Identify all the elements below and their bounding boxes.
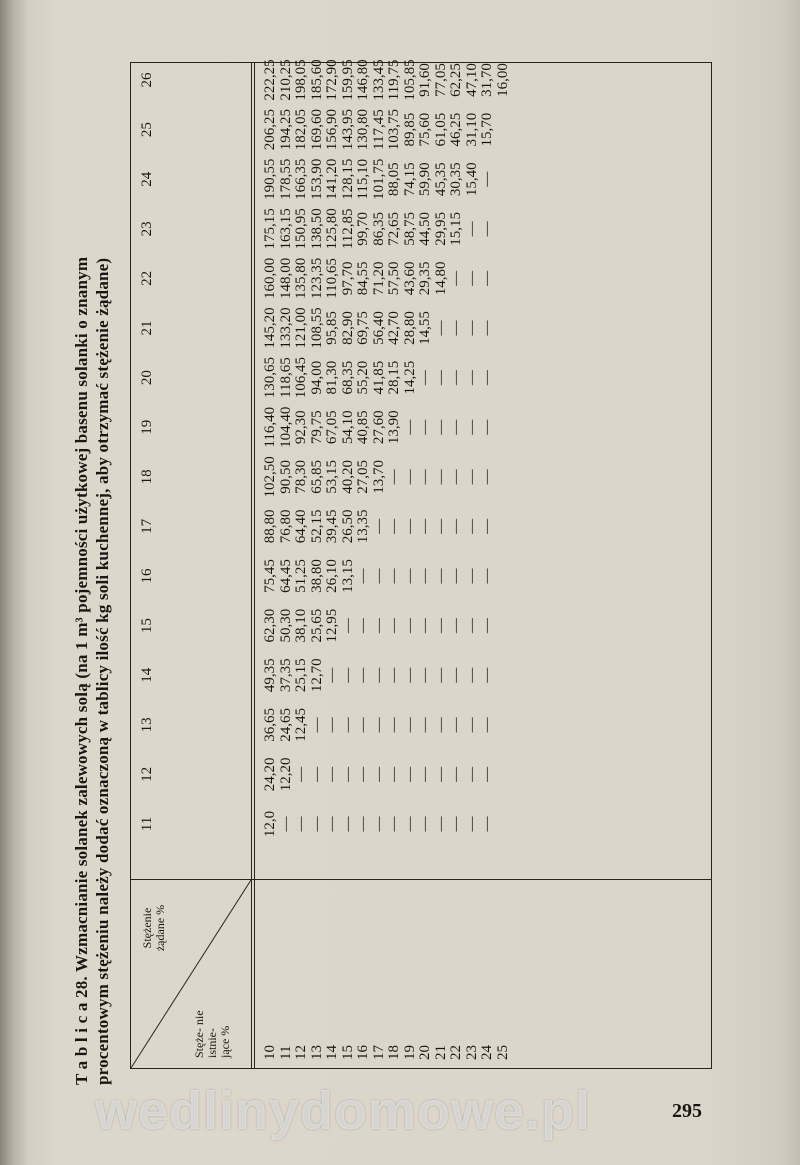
table-cell: 12,95 — [324, 608, 340, 643]
table-cell: 25,15 — [293, 658, 309, 693]
table-cell: — — [479, 370, 495, 386]
table-cell: 156,90 — [324, 108, 340, 151]
table-cell: 26,10 — [324, 559, 340, 593]
table-cell: 44,50 — [417, 211, 433, 246]
table-cell: 146,80 — [355, 59, 371, 101]
table-cell: 133,45 — [370, 59, 387, 101]
table-cell: — — [417, 816, 433, 832]
table-cell: 39,45 — [324, 509, 340, 544]
table-cell: 75,45 — [262, 559, 278, 593]
table-cell: — — [417, 717, 433, 733]
table-cell: — — [339, 667, 356, 683]
table-cell: — — [339, 766, 356, 782]
table-cell: 118,65 — [277, 357, 294, 398]
table-cell: 145,20 — [262, 307, 278, 349]
corner-label-existing: Stęże- nie istnie- jące % — [192, 1010, 232, 1058]
column-header: 12 — [139, 766, 155, 782]
row-header: 22 — [448, 1045, 464, 1060]
table-cell: 119,75 — [386, 59, 402, 101]
table-cell: 31,70 — [479, 63, 495, 97]
table-cell: — — [463, 667, 480, 683]
column-header: 13 — [139, 717, 155, 733]
column-header: 15 — [139, 618, 155, 634]
table-cell: 55,20 — [355, 360, 371, 395]
table-cell: — — [448, 618, 464, 634]
table-cell: 138,50 — [308, 208, 325, 250]
table-cell: — — [339, 816, 356, 832]
table-cell: 175,15 — [262, 208, 278, 250]
table-cell: 27,05 — [355, 459, 371, 494]
table-cell: — — [432, 717, 449, 733]
table-cell: — — [401, 667, 418, 683]
table-cell: — — [355, 717, 371, 733]
table-cell: 169,60 — [308, 108, 325, 151]
table-cell: 210,25 — [277, 59, 294, 101]
rotated-table-block — [72, 55, 722, 1085]
table-cell: 30,35 — [448, 162, 464, 197]
page-number: 295 — [672, 1100, 702, 1122]
table-cell: 64,45 — [277, 559, 294, 593]
table-cell: 24,20 — [262, 757, 278, 792]
table-cell: 78,30 — [293, 459, 309, 494]
table-cell: — — [370, 568, 387, 584]
table-cell: 198,05 — [293, 59, 309, 101]
table-cell: — — [432, 618, 449, 634]
table-cell: 106,45 — [293, 356, 309, 399]
watermark: wedlinydomowe.pl — [95, 1081, 592, 1141]
table-cell: 166,35 — [293, 158, 309, 200]
table-cell: 14,55 — [417, 311, 433, 345]
table-cell: — — [417, 370, 433, 386]
row-header: 17 — [370, 1045, 387, 1060]
table-cell: — — [324, 766, 340, 782]
row-header: 10 — [262, 1045, 278, 1060]
table-cell: 41,85 — [370, 360, 387, 395]
row-header: 14 — [324, 1045, 340, 1060]
table-cell: — — [432, 766, 449, 782]
table-cell: — — [355, 816, 371, 832]
table-cell: 102,50 — [262, 456, 278, 498]
table-cell: — — [355, 766, 371, 782]
table-cell: — — [463, 518, 480, 534]
table-cell: — — [479, 419, 495, 435]
table-cell: 13,15 — [339, 559, 356, 593]
table-cell: — — [324, 717, 340, 733]
table-cell: 29,95 — [432, 211, 449, 246]
row-header: 21 — [432, 1045, 449, 1060]
table-cell: 62,25 — [448, 63, 464, 97]
table-cell: — — [401, 816, 418, 832]
table-cell: 178,55 — [277, 158, 294, 200]
table-cell: 89,85 — [401, 112, 418, 147]
row-header: 15 — [339, 1045, 356, 1060]
table-cell: 92,30 — [293, 410, 309, 445]
table-cell: — — [448, 766, 464, 782]
column-header: 25 — [139, 122, 155, 138]
column-header: 11 — [139, 816, 155, 832]
table-cell: — — [448, 667, 464, 683]
table-cell: 206,25 — [262, 108, 278, 151]
column-header: 17 — [139, 518, 155, 534]
table-cell: 150,95 — [293, 208, 309, 250]
table-cell: 26,50 — [339, 509, 356, 544]
table-cell: — — [432, 816, 449, 832]
table-cell: — — [479, 618, 495, 634]
table-cell: 105,85 — [401, 59, 418, 101]
table-cell: 108,55 — [308, 307, 325, 349]
table-cell: 64,40 — [293, 509, 309, 544]
table-cell: 130,80 — [355, 108, 371, 151]
header-separator-double — [254, 63, 255, 1068]
table-cell: — — [386, 816, 402, 832]
table-cell: — — [370, 667, 387, 683]
table-cell: 95,85 — [324, 311, 340, 345]
table-cell: 12,20 — [277, 757, 294, 792]
table-cell: 94,00 — [308, 360, 325, 395]
table-cell: — — [432, 370, 449, 386]
table-cell: — — [448, 469, 464, 485]
table-cell: 79,75 — [308, 410, 325, 445]
table-cell: 125,80 — [324, 208, 340, 250]
column-header: 21 — [139, 320, 155, 336]
table-cell: 88,05 — [386, 162, 402, 197]
table-cell: 31,10 — [463, 112, 480, 147]
row-header: 11 — [277, 1045, 294, 1060]
table-cell: 82,90 — [339, 311, 356, 345]
table-cell: 110,65 — [324, 258, 340, 299]
row-header: 18 — [386, 1045, 402, 1060]
table-cell: 56,40 — [370, 311, 387, 345]
table-cell: — — [293, 766, 309, 782]
table-cell: 90,50 — [277, 459, 294, 494]
table-cell: — — [401, 618, 418, 634]
table-cell: 46,25 — [448, 112, 464, 147]
table-cell: 50,30 — [277, 608, 294, 643]
table-cell: 29,35 — [417, 261, 433, 296]
table-cell: 27,60 — [370, 410, 387, 445]
table-cell: — — [463, 370, 480, 386]
table-cell: 163,15 — [277, 208, 294, 250]
table-cell: — — [479, 717, 495, 733]
table-cell: 45,35 — [432, 162, 449, 197]
table-cell: 91,60 — [417, 63, 433, 97]
table-cell: 148,00 — [277, 257, 294, 300]
column-header: 26 — [139, 72, 155, 88]
table-cell: — — [463, 320, 480, 336]
table-cell: — — [386, 469, 402, 485]
table-cell: 74,15 — [401, 162, 418, 197]
table-cell: 16,00 — [494, 63, 511, 97]
table-cell: 130,65 — [262, 356, 278, 399]
table-cell: 160,00 — [262, 257, 278, 300]
table-cell: — — [293, 816, 309, 832]
table-cell: 24,65 — [277, 707, 294, 742]
column-header: 19 — [139, 419, 155, 435]
table-cell: — — [448, 568, 464, 584]
table-cell: — — [463, 766, 480, 782]
table-cell: — — [432, 469, 449, 485]
table-cell: — — [463, 419, 480, 435]
table-cell: — — [386, 717, 402, 733]
table-cell: 103,75 — [386, 108, 402, 151]
column-header: 20 — [139, 370, 155, 386]
table-cell: 12,0 — [262, 810, 278, 838]
table-cell: 101,75 — [370, 158, 387, 200]
table-cell: — — [479, 171, 495, 187]
table-cell: — — [417, 518, 433, 534]
table-cell: — — [463, 717, 480, 733]
table-cell: — — [401, 419, 418, 435]
table-cell: — — [308, 816, 325, 832]
table-cell: 116,40 — [262, 406, 278, 448]
table-cell: 71,20 — [370, 261, 387, 296]
table-cell: — — [448, 320, 464, 336]
table-cell: — — [417, 419, 433, 435]
table-cell: 28,15 — [386, 360, 402, 395]
header-separator — [251, 63, 252, 1068]
table-cell: — — [355, 618, 371, 634]
table-cell: 182,05 — [293, 108, 309, 151]
table-cell: — — [479, 766, 495, 782]
table-cell: — — [386, 568, 402, 584]
column-header: 16 — [139, 568, 155, 584]
table-cell: 40,20 — [339, 459, 356, 494]
table-cell: — — [417, 766, 433, 782]
table-cell: — — [417, 469, 433, 485]
table-cell: — — [386, 667, 402, 683]
column-header: 14 — [139, 667, 155, 683]
table-cell: — — [386, 766, 402, 782]
table-cell: 15,15 — [448, 211, 464, 246]
row-header: 25 — [494, 1045, 511, 1060]
table-cell: — — [370, 816, 387, 832]
table-cell: — — [479, 568, 495, 584]
table-cell: — — [479, 667, 495, 683]
table-cell: 15,40 — [463, 162, 480, 197]
table-cell: — — [277, 816, 294, 832]
table-cell: — — [448, 518, 464, 534]
table-cell: 121,00 — [293, 307, 309, 349]
row-header: 19 — [401, 1045, 418, 1060]
table-cell: 12,70 — [308, 658, 325, 693]
row-header: 23 — [463, 1045, 480, 1060]
table-cell: 77,05 — [432, 63, 449, 97]
table-cell: — — [386, 518, 402, 534]
table-cell: — — [417, 568, 433, 584]
table-cell: 99,70 — [355, 211, 371, 246]
table-cell: 86,35 — [370, 211, 387, 246]
table-cell: 65,85 — [308, 459, 325, 494]
table-cell: 81,30 — [324, 360, 340, 395]
table-cell: — — [463, 469, 480, 485]
table-cell: — — [479, 270, 495, 286]
column-header: 24 — [139, 171, 155, 187]
table-cell: 57,50 — [386, 261, 402, 296]
table-cell: — — [401, 766, 418, 782]
table-cell: 53,15 — [324, 459, 340, 494]
table-caption-line-1: T a b l i c a 28. Wzmacnianie solanek zalewowych solą (na 1 m³ pojemności użytkowej basenu solanki o znanym — [72, 256, 91, 1085]
table-cell: 112,85 — [339, 208, 356, 250]
row-header: 16 — [355, 1045, 371, 1060]
table-cell: 47,10 — [463, 63, 480, 97]
table-cell: — — [417, 618, 433, 634]
table-cell: 68,35 — [339, 360, 356, 395]
table-cell: — — [339, 618, 356, 634]
table-cell: 13,35 — [355, 509, 371, 544]
table-cell: 104,40 — [277, 406, 294, 448]
table-cell: — — [463, 270, 480, 286]
table-cell: 143,95 — [339, 108, 356, 151]
table-cell: 76,80 — [277, 509, 294, 544]
table-cell: 42,70 — [386, 311, 402, 345]
table-cell: — — [401, 568, 418, 584]
table-cell: — — [479, 320, 495, 336]
table-cell: 14,25 — [401, 360, 418, 395]
table-cell: 59,90 — [417, 162, 433, 197]
table-cell: — — [479, 518, 495, 534]
table-cell: 28,80 — [401, 311, 418, 345]
row-header: 13 — [308, 1045, 325, 1060]
table-cell: — — [463, 618, 480, 634]
table-cell: 72,65 — [386, 211, 402, 246]
row-header: 24 — [479, 1045, 495, 1060]
table-cell: 190,55 — [262, 158, 278, 200]
table-cell: — — [432, 419, 449, 435]
table-cell: — — [370, 766, 387, 782]
column-header: 22 — [139, 270, 155, 286]
table-cell: 123,35 — [308, 257, 325, 300]
table-cell: — — [401, 518, 418, 534]
table-cell: 133,20 — [277, 307, 294, 349]
column-header: 18 — [139, 469, 155, 485]
table-cell: 135,80 — [293, 257, 309, 300]
table-cell: 84,55 — [355, 261, 371, 296]
table-cell: 61,05 — [432, 112, 449, 147]
table-cell: 43,60 — [401, 261, 418, 296]
table-cell: 115,10 — [355, 158, 371, 200]
row-header: 12 — [293, 1045, 309, 1060]
table-cell: — — [370, 618, 387, 634]
table-cell: — — [401, 717, 418, 733]
table-cell: 25,65 — [308, 608, 325, 643]
table-cell: 38,10 — [293, 608, 309, 643]
table-cell: 194,25 — [277, 108, 294, 151]
table-cell: 67,05 — [324, 410, 340, 445]
table-cell: — — [448, 419, 464, 435]
table-cell: 69,75 — [355, 311, 371, 345]
table-cell: — — [308, 766, 325, 782]
table-cell: — — [463, 568, 480, 584]
table-cell: — — [448, 816, 464, 832]
column-header: 23 — [139, 221, 155, 237]
table-cell: 88,80 — [262, 509, 278, 544]
table-cell: — — [479, 816, 495, 832]
table-cell: — — [355, 568, 371, 584]
table-cell: — — [463, 816, 480, 832]
table-cell: 97,70 — [339, 261, 356, 296]
table-cell: — — [324, 816, 340, 832]
table-cell: — — [479, 469, 495, 485]
table-cell: 37,35 — [277, 658, 294, 693]
table-caption-line-2: procentowym stężeniu należy dodać oznaczoną w tablicy ilość kg soli kuchennej, aby otrzymać stężenie żądane) — [93, 257, 112, 1085]
table-cell: 38,80 — [308, 559, 325, 593]
table-cell: — — [324, 667, 340, 683]
table-cell: 54,10 — [339, 410, 356, 445]
table-cell: 153,90 — [308, 158, 325, 200]
table-cell: 13,70 — [370, 459, 387, 494]
table-cell: 49,35 — [262, 658, 278, 693]
table-cell: 36,65 — [262, 707, 278, 742]
table-cell: — — [432, 518, 449, 534]
table-cell: 40,85 — [355, 410, 371, 445]
table-cell: — — [432, 667, 449, 683]
table-cell: 12,45 — [293, 707, 309, 742]
table-cell: 58,75 — [401, 211, 418, 246]
table-cell: — — [339, 717, 356, 733]
table-cell: — — [308, 717, 325, 733]
table-cell: 117,45 — [370, 109, 387, 150]
table-cell: — — [448, 370, 464, 386]
table-cell: — — [370, 518, 387, 534]
table-cell: 62,30 — [262, 608, 278, 643]
table-cell: — — [370, 717, 387, 733]
table-cell: 159,95 — [339, 59, 356, 101]
table-cell: 128,15 — [339, 158, 356, 200]
table-cell: — — [401, 469, 418, 485]
table-cell: — — [448, 270, 464, 286]
table-cell: 14,80 — [432, 261, 449, 296]
corner-label-required: Stężenie żądane % — [140, 904, 167, 952]
table-cell: — — [386, 618, 402, 634]
table-cell: 52,15 — [308, 509, 325, 544]
table-cell: — — [432, 568, 449, 584]
table-cell: 185,60 — [308, 59, 325, 101]
table-cell: 141,20 — [324, 158, 340, 200]
table-cell: 15,70 — [479, 112, 495, 147]
table-cell: — — [432, 320, 449, 336]
table-cell: — — [479, 221, 495, 237]
table-cell: — — [448, 717, 464, 733]
table-cell: 172,90 — [324, 59, 340, 101]
table-cell: 75,60 — [417, 112, 433, 147]
table-cell: 13,90 — [386, 410, 402, 445]
table-cell: 51,25 — [293, 559, 309, 593]
data-table — [130, 59, 712, 1069]
table-cell: — — [463, 221, 480, 237]
table-cell: — — [355, 667, 371, 683]
table-cell: — — [417, 667, 433, 683]
table-cell: 222,25 — [262, 59, 278, 101]
row-header: 20 — [417, 1045, 433, 1060]
